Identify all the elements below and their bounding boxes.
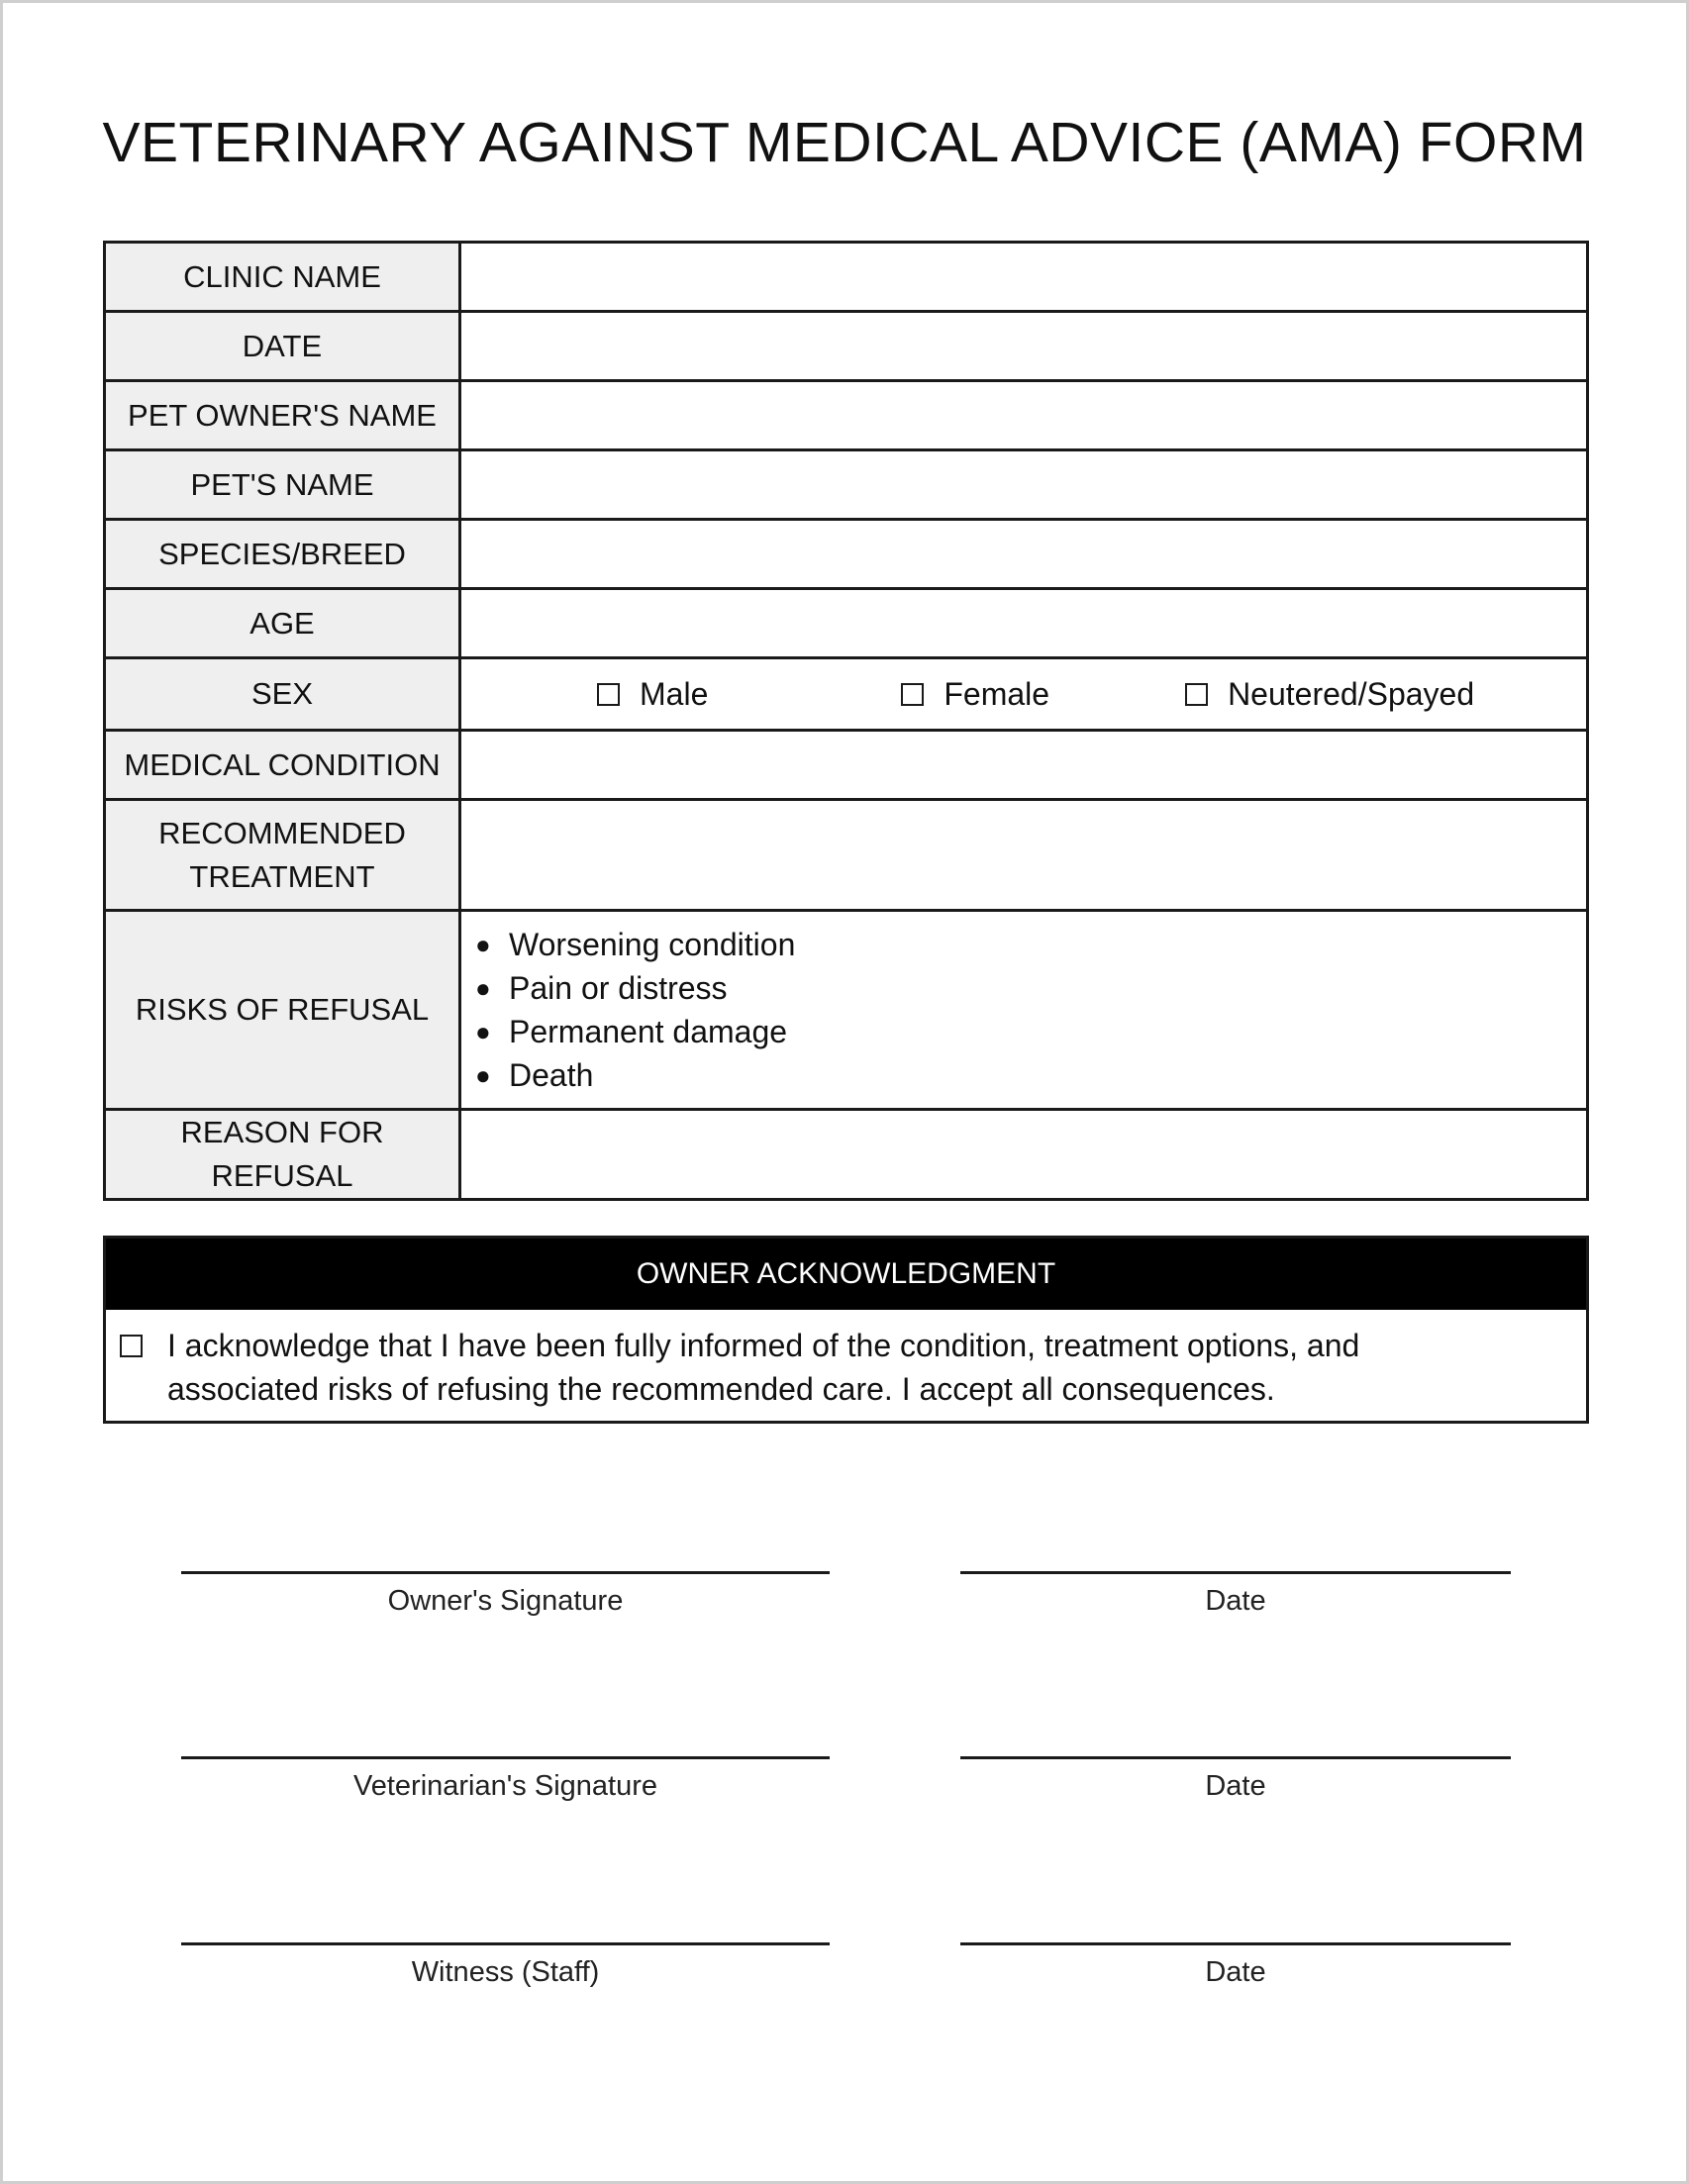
risk-text: Permanent damage bbox=[509, 1014, 788, 1049]
owner-date-label: Date bbox=[1205, 1585, 1266, 1617]
table-row bbox=[105, 1110, 1588, 1200]
owner-signature-line[interactable] bbox=[181, 1571, 830, 1574]
table-row bbox=[105, 312, 1588, 381]
bullet-icon: ● bbox=[475, 973, 491, 1003]
risk-text: Pain or distress bbox=[509, 970, 728, 1006]
sex-options bbox=[461, 659, 1586, 729]
acknowledgment-checkbox[interactable] bbox=[120, 1335, 143, 1357]
acknowledgment-text-line2: associated risks of refusing the recommended care. I accept all consequences. bbox=[167, 1371, 1275, 1407]
table-row bbox=[105, 731, 1588, 800]
acknowledgment-header: OWNER ACKNOWLEDGMENT bbox=[106, 1239, 1586, 1310]
neutered-label: Neutered/Spayed bbox=[1228, 675, 1475, 712]
medical-condition-label: MEDICAL CONDITION bbox=[105, 731, 460, 800]
recommended-treatment-label bbox=[105, 800, 460, 911]
clinic-name-label: CLINIC NAME bbox=[105, 243, 460, 312]
pet-info-table bbox=[103, 241, 1589, 1201]
neutered-checkbox[interactable] bbox=[1185, 683, 1208, 706]
list-item bbox=[475, 1010, 1586, 1053]
sex-field bbox=[460, 658, 1588, 731]
recommended-treatment-field[interactable] bbox=[460, 800, 1588, 911]
table-row bbox=[105, 589, 1588, 658]
pet-name-field[interactable] bbox=[460, 450, 1588, 520]
reason-for-refusal-field[interactable] bbox=[460, 1110, 1588, 1200]
veterinarian-date-line[interactable] bbox=[960, 1756, 1511, 1759]
medical-condition-field[interactable] bbox=[460, 731, 1588, 800]
table-row bbox=[105, 381, 1588, 450]
risks-of-refusal-field bbox=[460, 911, 1588, 1110]
list-item bbox=[475, 923, 1586, 966]
witness-date-label: Date bbox=[1205, 1956, 1266, 1988]
list-item bbox=[475, 966, 1586, 1010]
recommended-treatment-label-line2: TREATMENT bbox=[189, 858, 375, 894]
date-field[interactable] bbox=[460, 312, 1588, 381]
witness-date-line[interactable] bbox=[960, 1942, 1511, 1945]
table-row bbox=[105, 243, 1588, 312]
male-checkbox[interactable] bbox=[597, 683, 620, 706]
list-item bbox=[475, 1053, 1586, 1097]
risk-text: Death bbox=[509, 1057, 594, 1093]
veterinarian-date-label: Date bbox=[1205, 1770, 1266, 1802]
risk-list bbox=[461, 923, 1586, 1097]
acknowledgment-body bbox=[106, 1310, 1586, 1421]
reason-for-refusal-label: REASON FOR REFUSAL bbox=[105, 1110, 460, 1200]
bullet-icon: ● bbox=[475, 1017, 491, 1046]
recommended-treatment-label-line1: RECOMMENDED bbox=[158, 815, 406, 850]
table-row bbox=[105, 658, 1588, 731]
bullet-icon: ● bbox=[475, 1060, 491, 1090]
male-label: Male bbox=[640, 675, 709, 712]
owner-date-line[interactable] bbox=[960, 1571, 1511, 1574]
bullet-icon: ● bbox=[475, 930, 491, 959]
owner-signature-label: Owner's Signature bbox=[387, 1585, 624, 1617]
table-row bbox=[105, 450, 1588, 520]
neutered-option[interactable] bbox=[1185, 676, 1474, 713]
witness-signature-label: Witness (Staff) bbox=[411, 1956, 600, 1988]
table-row bbox=[105, 520, 1588, 589]
veterinarian-signature-label: Veterinarian's Signature bbox=[352, 1770, 657, 1802]
sex-label: SEX bbox=[105, 658, 460, 731]
female-label: Female bbox=[944, 675, 1050, 712]
species-breed-label: SPECIES/BREED bbox=[105, 520, 460, 589]
clinic-name-field[interactable] bbox=[460, 243, 1588, 312]
species-breed-field[interactable] bbox=[460, 520, 1588, 589]
owner-name-label: PET OWNER'S NAME bbox=[105, 381, 460, 450]
female-option[interactable] bbox=[901, 676, 1049, 713]
date-label: DATE bbox=[105, 312, 460, 381]
age-field[interactable] bbox=[460, 589, 1588, 658]
risk-text: Worsening condition bbox=[509, 927, 796, 962]
risks-of-refusal-label: RISKS OF REFUSAL bbox=[105, 911, 460, 1110]
table-row bbox=[105, 800, 1588, 911]
veterinarian-signature-line[interactable] bbox=[181, 1756, 830, 1759]
female-checkbox[interactable] bbox=[901, 683, 924, 706]
age-label: AGE bbox=[105, 589, 460, 658]
owner-name-field[interactable] bbox=[460, 381, 1588, 450]
table-row bbox=[105, 911, 1588, 1110]
acknowledgment-text-line1: I acknowledge that I have been fully informed of the condition, treatment options, and bbox=[167, 1328, 1360, 1363]
pet-name-label: PET'S NAME bbox=[105, 450, 460, 520]
male-option[interactable] bbox=[597, 676, 708, 713]
form-title: VETERINARY AGAINST MEDICAL ADVICE (AMA) FORM bbox=[102, 111, 1587, 174]
owner-acknowledgment-section bbox=[103, 1236, 1589, 1424]
witness-signature-line[interactable] bbox=[181, 1942, 830, 1945]
